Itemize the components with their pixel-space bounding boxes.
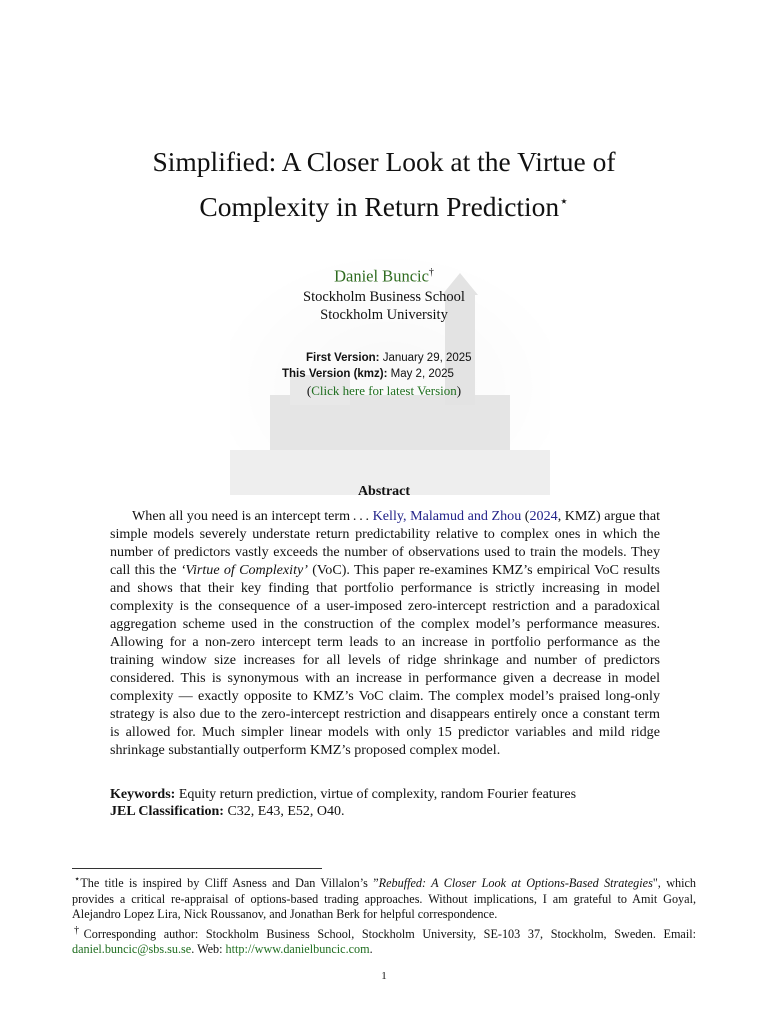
citation-year-link[interactable]: 2024 [529, 508, 558, 524]
title-line-1: Simplified: A Closer Look at the Virtue of [152, 146, 616, 177]
jel-label: JEL Classification: [110, 804, 224, 819]
abstract-heading: Abstract [357, 484, 411, 499]
paren-open: ( [306, 383, 312, 398]
title-line-2-text: Complexity in Return Prediction [199, 191, 560, 223]
this-version-date: May 2, 2025 [390, 368, 454, 380]
keywords-text: Equity return prediction, virtue of complexity, random Fourier features [175, 787, 577, 802]
first-version-row [306, 350, 472, 366]
website-link[interactable]: http://www.danielbuncic.com [225, 942, 370, 957]
first-version-date: January 29, 2025 [382, 352, 472, 364]
abstract-text-2: ( [521, 508, 530, 524]
jel-line [110, 803, 670, 820]
abstract-body [110, 507, 660, 759]
this-version-label: This Version (kmz): [282, 368, 388, 380]
keywords-line [110, 786, 670, 803]
first-version-label: First Version: [306, 352, 380, 364]
keywords-label: Keywords: [110, 787, 176, 802]
title-footnote-marker: ⋆ [559, 194, 569, 210]
title-line-2 [60, 182, 708, 227]
footnote-rule [72, 868, 322, 869]
keywords-block [110, 786, 670, 820]
footnote-1-text-a: The title is inspired by Cliff Asness and Dan Villalon’s ” [80, 876, 379, 891]
jel-text: C32, E43, E52, O40. [223, 804, 345, 819]
page-number: 1 [381, 970, 387, 982]
footnote-1-text-b: ", which provides a critical re-appraisal of options-based trading approaches. Without implications, I am grateful to Amit Goyal, Alejandro Lopez Lira, Nick Roussanov, and Jonathan Berk for helpful correspondence. [72, 876, 696, 922]
voc-term: ‘Virtue of Complexity’ [180, 562, 308, 578]
author-name-text[interactable]: Daniel Buncic [334, 266, 429, 286]
abstract-text-4: (VoC). This paper re-examines KMZ’s empirical VoC results and shows that their key finding that portfolio performance is strictly increasing in model complexity is the consequence of a user-imposed zero-intercept restriction and a paradoxical aggregation scheme used in the construction of the complex model’s performance measures. Allowing for a non-zero intercept term leads to an increase in portfolio performance as the training window size increases for all levels of ridge shrinkage and number of predictors considered. This is synonymous with an increase in performance given a decrease in model complexity — exactly opposite to KMZ’s VoC claim. The complex model’s praised long-only strategy is also due to the zero-intercept restriction and disappears entirely once a constant term is allowed for. Much simpler linear models with only 15 predictor variables and mild ridge shrinkage substantially outperform KMZ’s proposed complex model. [110, 562, 661, 758]
footnote-2 [72, 923, 696, 958]
footnotes [72, 872, 696, 958]
footnote-2-text-c: . [369, 942, 373, 957]
author-footnote-marker: † [428, 267, 434, 278]
footnote-1-marker: ⋆ [74, 874, 81, 885]
paren-close: ) [456, 383, 462, 398]
affiliation-line-1: Stockholm Business School [303, 288, 465, 305]
footnote-2-text-a: Corresponding author: Stockholm Business School, Stockholm University, SE-103 37, Stockholm, Sweden. Email: [83, 926, 696, 941]
latest-version-line [0, 383, 768, 399]
paper-title [60, 142, 708, 227]
latest-version-link[interactable]: Click here for latest Version [311, 383, 457, 398]
citation-authors-link[interactable]: Kelly, Malamud and Zhou [372, 508, 522, 524]
email-link[interactable]: daniel.buncic@sbs.su.se [72, 942, 192, 957]
affiliation-line-2: Stockholm University [320, 306, 448, 323]
this-version-row [282, 366, 454, 382]
footnote-1-italic: Rebuffed: A Closer Look at Options-Based Strategies [378, 876, 653, 891]
author-name[interactable] [0, 262, 768, 288]
author-block [0, 262, 768, 324]
footnote-2-text-b: . Web: [191, 942, 226, 957]
abstract-text-3: , KMZ) argue that simple models severely understate return predictability relative to complex ones in which the number of predictors vastly exceeds the number of observations used to train the models. They call this the [110, 508, 660, 578]
footnote-2-marker: † [74, 924, 84, 936]
abstract-text-1: When all you need is an intercept term . . . [132, 508, 373, 524]
footnote-1 [72, 872, 696, 923]
